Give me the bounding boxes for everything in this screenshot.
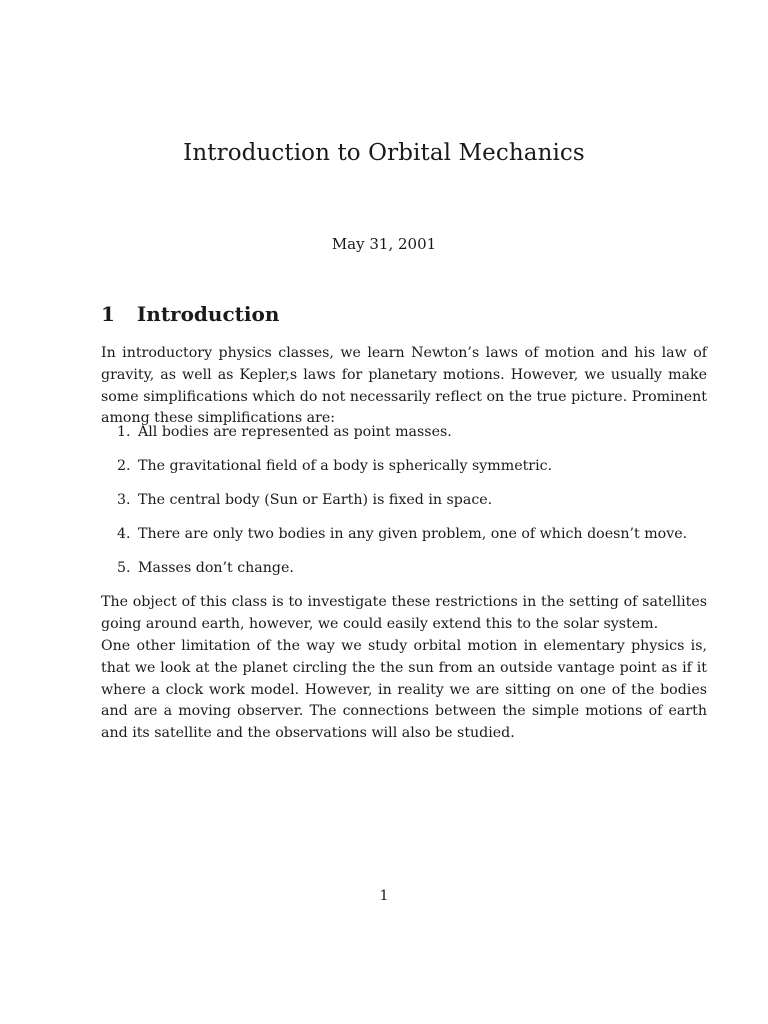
list-item-text: The gravitational field of a body is spherically symmetric.: [138, 458, 553, 474]
section-title: Introduction: [136, 302, 280, 326]
section-number: 1: [101, 302, 115, 326]
list-item: [117, 523, 687, 557]
document-date: May 31, 2001: [331, 235, 437, 253]
limitation-paragraph: One other limitation of the way we study orbital motion in elementary physics is, that we look at the planet circling the the sun from an outside vantage point as if it where a clock work model. However, in reality we are sitting on one of the bodies and are a moving observer. The connections between the simple motions of earth and its satellite and the observations will also be studied.: [101, 638, 707, 742]
list-item-number: 2.: [117, 458, 131, 474]
list-item: [117, 489, 687, 523]
list-item-number: 4.: [117, 526, 131, 542]
page-number: 1: [379, 888, 389, 904]
section-heading: [101, 302, 279, 326]
list-item-text: All bodies are represented as point masses.: [138, 424, 452, 440]
object-paragraph: The object of this class is to investigate these restrictions in the setting of satellites going around earth, however, we could easily extend this to the solar system.: [101, 594, 707, 632]
simplifications-list: [117, 421, 687, 591]
list-item: [117, 421, 687, 455]
list-item-text: The central body (Sun or Earth) is fixed in space.: [138, 492, 493, 508]
list-item: [117, 455, 687, 489]
list-item-number: 3.: [117, 492, 131, 508]
list-item-number: 5.: [117, 560, 131, 576]
list-item-text: There are only two bodies in any given problem, one of which doesn’t move.: [138, 526, 688, 542]
list-item: [117, 557, 687, 591]
intro-paragraph: In introductory physics classes, we learn Newton’s laws of motion and his law of gravity, as well as Kepler,s laws for planetary motions. However, we usually make some simplifications which do not necessarily reflect on the true picture. Prominent among these simplifications are:: [101, 345, 707, 427]
list-item-number: 1.: [117, 424, 131, 440]
document-title: Introduction to Orbital Mechanics: [183, 140, 585, 166]
list-item-text: Masses don’t change.: [138, 560, 294, 576]
